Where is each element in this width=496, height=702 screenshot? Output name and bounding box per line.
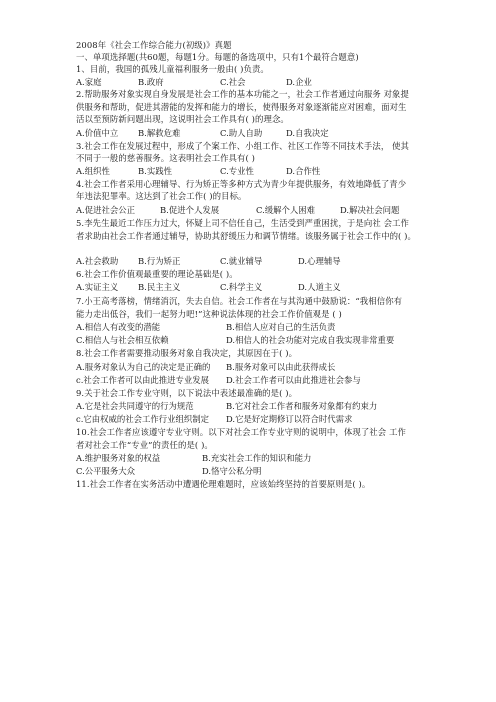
question-3-options	[76, 166, 436, 176]
question-10-line-1: 10.社会工作者应该遵守专业守则。以下对社会工作专业守则的说明中，体现了社会 工作	[76, 427, 406, 437]
question-10-line-2: 者对社会工作“专业”的责任的是( )。	[76, 440, 213, 450]
question-3-option-a: A.组织性	[76, 166, 110, 176]
question-5-option-b: B.行为矫正	[138, 256, 181, 266]
question-4-line-2: 年违法犯罪率。这达到了社会工作( )的目标。	[76, 191, 247, 201]
question-6-options	[76, 282, 436, 292]
question-8-options-row-1	[76, 362, 436, 372]
question-9-option-a: A.它是社会共同遵守的行为规范	[76, 401, 194, 411]
question-1-stem: 1、目前，我国的孤残儿童福利服务一般由( )负责。	[76, 64, 269, 74]
question-3-option-b: B.实践性	[138, 166, 172, 176]
question-1-options	[76, 77, 436, 87]
question-6-option-d: D.人道主义	[298, 282, 341, 292]
question-11-stem: 11.社会工作者在实务活动中遭遇伦理难题时，应该始终坚持的首要原则是( )。	[76, 479, 371, 489]
question-3-line-2: 不同于一般的慈善服务。这表明社会工作具有( )	[76, 153, 255, 163]
question-2-line-1: 2.帮助服务对象实现自身发展是社会工作的基本功能之一，社会工作者通过向服务 对象提	[76, 89, 409, 99]
question-2-option-b: B.解救危难	[138, 128, 181, 138]
question-8-option-b: B.服务对象可以由此获得成长	[226, 362, 336, 372]
question-7-option-a: A.相信人有改变的潜能	[76, 322, 161, 332]
question-2-option-a: A.价值中立	[76, 128, 119, 138]
question-6-option-a: A.实证主义	[76, 282, 119, 292]
question-4-option-b: B.促进个人发展	[160, 205, 220, 215]
question-7-option-b: B.相信人应对自己的生活负责	[226, 322, 336, 332]
question-7-options-row-1	[76, 322, 436, 332]
question-10-options-row-2	[76, 466, 436, 476]
question-1-option-d: D.企业	[286, 77, 312, 87]
question-7-option-c: C.相信人与社会相互依赖	[76, 335, 169, 345]
question-7-options-row-2	[76, 335, 436, 345]
question-8-option-d: D.社会工作者可以由此推进社会参与	[226, 375, 361, 385]
question-6-option-c: C.科学主义	[220, 282, 263, 292]
question-3-option-d: D.合作性	[286, 166, 321, 176]
question-9-options-row-2	[76, 414, 436, 424]
question-8-option-c: c.社会工作者可以由此推进专业发展	[76, 375, 209, 385]
question-10-option-c: C.公平服务大众	[76, 466, 136, 476]
question-5-line-2: 者求助由社会工作者通过辅导，协助其舒缓压力和调节情绪。该服务属于社会工作中的( )。	[76, 231, 417, 241]
question-5-options	[76, 256, 436, 266]
question-7-line-2: 能力走出低谷，我们一起努力吧!”这种说法体现的社会工作价值观是 ( )	[76, 309, 342, 319]
question-7-option-d: D.相信人的社会功能对完成自我实现非常重要	[226, 335, 395, 345]
question-8-option-a: A.服务对象认为自己的决定是正确的	[76, 362, 211, 372]
section-heading: 一、单项选择题(共60题，每题1分。每题的备选项中，只有1个最符合题意)	[76, 52, 359, 62]
question-1-option-c: C.社会	[220, 77, 246, 87]
document-title: 2008年《社会工作综合能力(初级)》真题	[76, 40, 232, 50]
question-5-option-c: C.就业辅导	[220, 256, 263, 266]
question-3-option-c: C.专业性	[220, 166, 254, 176]
question-4-option-a: A.促进社会公正	[76, 205, 135, 215]
question-5-option-a: A.社会救助	[76, 256, 119, 266]
question-2-option-c: C.助人自助	[220, 128, 263, 138]
question-3-line-1: 3.社会工作在发展过程中，形成了个案工作、小组工作、社区工作等不同技术手法， 使其	[76, 141, 409, 151]
question-10-options-row-1	[76, 453, 436, 463]
question-4-options	[76, 205, 436, 215]
question-2-option-d: D.自我决定	[286, 128, 329, 138]
question-9-option-d: D.它是好定期修订以符合时代需求	[226, 414, 353, 424]
question-1-option-a: A.家庭	[76, 77, 102, 87]
question-1-option-b: B.政府	[138, 77, 164, 87]
question-10-option-d: D.恪守公私分明	[202, 466, 262, 476]
question-6-stem: 6.社会工作价值观最重要的理论基础是( )。	[76, 269, 238, 279]
question-4-option-d: D.解决社会问题	[340, 205, 400, 215]
question-2-line-3: 活以至预防新问题出现，这说明社会工作具有( )的理念。	[76, 114, 289, 124]
question-9-option-c: c.它由权威的社会工作行业组织制定	[76, 414, 209, 424]
question-2-line-2: 供服务和帮助，促进其潜能的发挥和能力的增长，使得服务对象逐渐能应对困难，面对生	[76, 102, 407, 112]
question-4-option-c: C.缓解个人困难	[256, 205, 316, 215]
question-7-line-1: 7.小王高考落榜，情绪消沉，失去自信。社会工作者在与其沟通中鼓励说：“我相信你有	[76, 296, 403, 306]
question-9-options-row-1	[76, 401, 436, 411]
question-8-options-row-2	[76, 375, 436, 385]
question-2-options	[76, 128, 436, 138]
question-6-option-b: B.民主主义	[138, 282, 181, 292]
question-10-option-b: B.充实社会工作的知识和能力	[202, 453, 312, 463]
question-5-line-1: 5.李先生最近工作压力过大，怀疑上司不信任自己，生活受到严重困扰，于是向社 会工作	[76, 218, 409, 228]
question-8-stem: 8.社会工作者需要推动服务对象自我决定，其原因在于( )。	[76, 348, 298, 358]
question-9-stem: 9.关于社会工作专业守则，以下说法中表述最准确的是( )。	[76, 388, 298, 398]
question-10-option-a: A.维护服务对象的权益	[76, 453, 161, 463]
question-9-option-b: B.它对社会工作者和服务对象都有约束力	[226, 401, 378, 411]
question-4-line-1: 4.社会工作者采用心理辅导、行为矫正等多种方式为青少年提供服务，有效地降低了青少	[76, 179, 407, 189]
question-5-option-d: D.心理辅导	[298, 256, 341, 266]
